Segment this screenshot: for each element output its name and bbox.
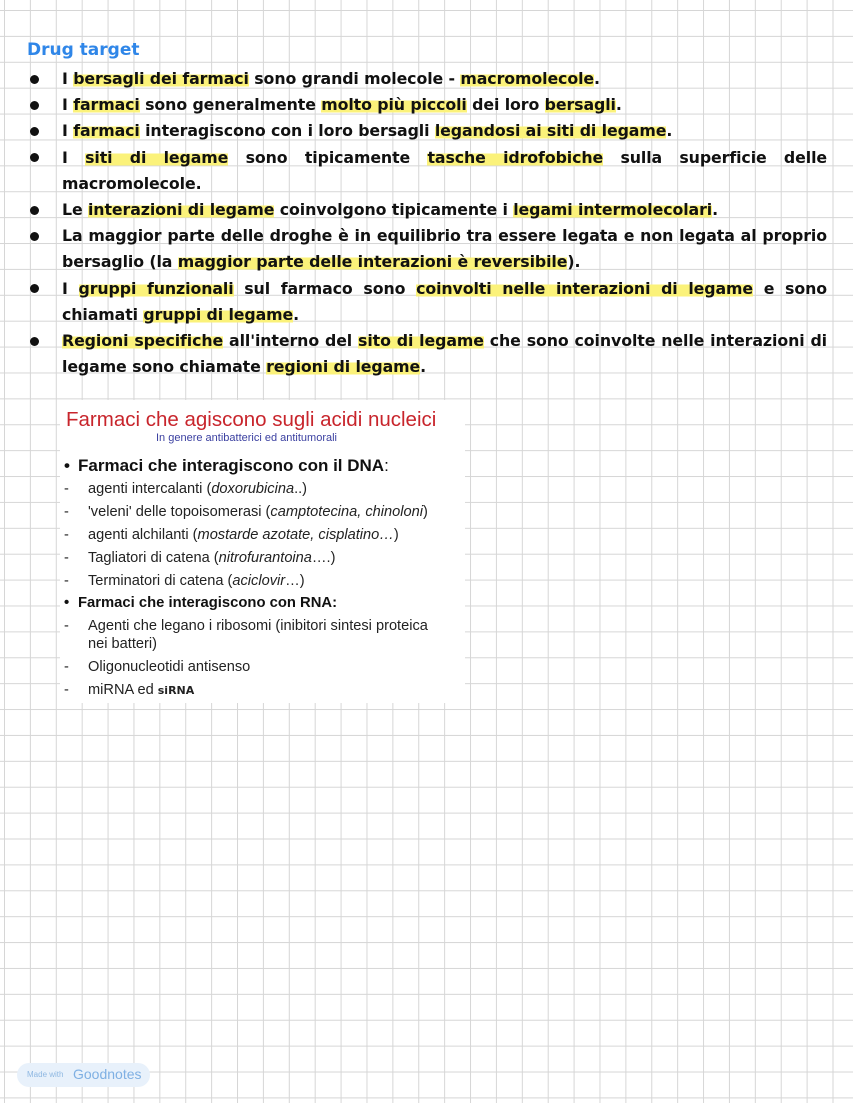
text: .: [594, 69, 600, 88]
text: all'interno del: [223, 331, 359, 351]
bullet-item: [27, 66, 827, 92]
highlight: bersagli dei farmaci: [73, 69, 249, 88]
goodnotes-watermark: [17, 1063, 150, 1087]
text: La maggior parte delle droghe è in equilibrio tra essere legata e non legata al proprio bersaglio (la: [62, 226, 827, 272]
text: che sono coinvolte nelle interazioni di legame sono chiamate: [62, 331, 827, 377]
bullet-item: [27, 92, 827, 118]
bullet-item: [27, 276, 827, 328]
slide-title: Farmaci che agiscono sugli acidi nucleici: [66, 408, 437, 431]
watermark-small-text: Made with: [27, 1070, 64, 1079]
text: .: [615, 95, 622, 115]
highlight: bersagli: [544, 95, 616, 115]
text: I: [62, 69, 74, 88]
text: I: [62, 278, 79, 298]
list-item: - agenti intercalanti (doxorubicina..): [64, 481, 308, 497]
list-item: - Terminatori di catena (aciclovir…): [64, 573, 305, 589]
highlight: legami intermolecolari: [513, 200, 713, 220]
highlight: coinvolti nelle interazioni di legame: [416, 278, 753, 298]
highlight: regioni di legame: [266, 357, 421, 377]
text: sono grandi molecole -: [248, 69, 461, 88]
highlight: farmaci: [73, 95, 140, 115]
slide-section-dna: [64, 456, 389, 476]
slide-subtitle: In genere antibatterici ed antitumorali: [156, 432, 337, 444]
bullet-dot: [30, 153, 39, 162]
highlight: interazioni di legame: [87, 200, 275, 220]
highlight: Regioni specifiche: [62, 331, 224, 351]
highlight: tasche idrofobiche: [427, 147, 604, 167]
bullet-item: [27, 328, 827, 380]
bullet-list: [27, 66, 827, 380]
section-label: Farmaci che interagiscono con il DNA: [78, 456, 385, 475]
text: e sono chiamati: [62, 278, 827, 324]
list-item: - Oligonucleotidi antisenso: [64, 659, 251, 675]
text: .: [712, 200, 719, 220]
highlight: legandosi ai siti di legame: [434, 121, 667, 141]
text: .: [420, 357, 427, 377]
text: sulla superficie delle macromolecole.: [62, 147, 827, 193]
highlight: gruppi di legame: [143, 304, 294, 324]
list-item: - 'veleni' delle topoisomerasi (camptotecina, chinoloni): [64, 504, 428, 520]
text: sono tipicamente: [228, 147, 428, 167]
highlight: maggior parte delle interazioni è reversibile: [177, 252, 568, 272]
text: I: [62, 95, 74, 115]
slide-image: [60, 400, 465, 703]
bullet-marker: •: [64, 456, 70, 475]
bullet-dot: [30, 284, 39, 293]
text: dei loro: [466, 95, 545, 115]
section-label: Farmaci che interagiscono con RNA:: [78, 595, 338, 611]
bullet-dot: [30, 101, 39, 110]
bullet-item: [27, 118, 827, 144]
bullet-dot: [30, 127, 39, 136]
slide-section-rna: [64, 595, 338, 611]
bullet-item: [27, 145, 827, 197]
highlight: macromolecole: [460, 69, 595, 88]
text: sono generalmente: [139, 95, 322, 115]
text: .: [293, 304, 300, 324]
bullet-dot: [30, 337, 39, 346]
page-title: Drug target: [27, 40, 140, 60]
handwritten-annotation: siRNA: [157, 684, 195, 697]
text: sul farmaco sono: [233, 278, 417, 298]
bullet-marker: •: [64, 595, 70, 611]
text: interagiscono con i loro bersagli: [139, 121, 435, 141]
bullet-item: [27, 197, 827, 223]
text: Le: [62, 200, 88, 220]
watermark-brand: Goodnotes: [73, 1066, 142, 1082]
text: .: [666, 121, 673, 141]
section-suffix: :: [384, 456, 389, 475]
list-item: - Agenti che legano i ribosomi (inibitori sintesi proteica: [64, 618, 428, 634]
bullet-dot: [30, 206, 39, 215]
list-item: - Tagliatori di catena (nitrofurantoina….): [64, 550, 336, 566]
text: I: [62, 147, 86, 167]
text: I: [62, 121, 74, 141]
list-item: - agenti alchilanti (mostarde azotate, cisplatino…): [64, 527, 399, 543]
list-item-continuation: nei batteri): [88, 636, 157, 652]
bullet-dot: [30, 75, 39, 84]
highlight: farmaci: [73, 121, 140, 141]
highlight: gruppi funzionali: [78, 278, 234, 298]
bullet-dot: [30, 232, 39, 241]
text: coinvolgono tipicamente i: [274, 200, 514, 220]
bullet-item: [27, 223, 827, 275]
list-item: - miRNA ed siRNA: [64, 682, 195, 698]
highlight: sito di legame: [358, 331, 484, 351]
highlight: molto più piccoli: [321, 95, 467, 115]
text: ).: [567, 252, 581, 272]
highlight: siti di legame: [85, 147, 229, 167]
